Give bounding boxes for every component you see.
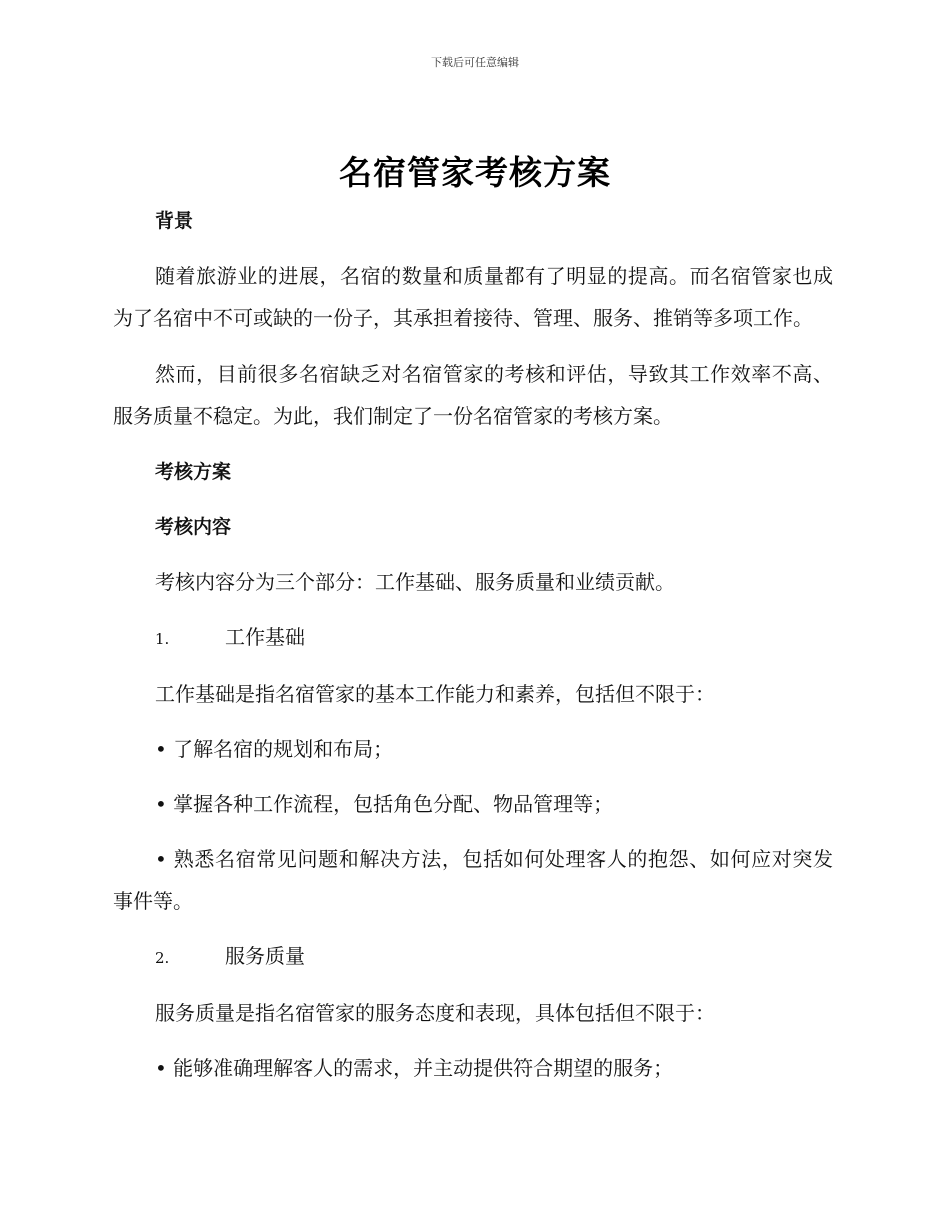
paragraph-background-1: 随着旅游业的进展，名宿的数量和质量都有了明显的提高。而名宿管家也成为了名宿中不可或缺的一份子，其承担着接待、管理、服务、推销等多项工作。 xyxy=(113,264,833,330)
item-number: 1. xyxy=(155,630,170,648)
item-number: 2. xyxy=(155,949,170,967)
heading-plan: 考核方案 xyxy=(155,461,232,483)
paragraph-content-intro: 考核内容分为三个部分：工作基础、服务质量和业绩贡献。 xyxy=(155,570,675,594)
header-note: 下载后可任意编辑 xyxy=(431,56,519,69)
document-title: 名宿管家考核方案 xyxy=(339,153,611,192)
paragraph-item2-desc: 服务质量是指名宿管家的服务态度和表现，具体包括但不限于： xyxy=(155,1001,715,1025)
heading-content: 考核内容 xyxy=(155,516,232,538)
bullet-item: • 掌握各种工作流程，包括角色分配、物品管理等； xyxy=(155,792,614,816)
bullet-item: • 了解名宿的规划和布局； xyxy=(155,737,394,761)
document-body xyxy=(113,200,833,1089)
item-title: 服务质量 xyxy=(225,944,305,968)
bullet-item: • 能够准确理解客人的需求，并主动提供符合期望的服务； xyxy=(155,1056,674,1080)
item-title: 工作基础 xyxy=(225,625,305,649)
numbered-item-2 xyxy=(113,935,833,979)
bullet-item: • 熟悉名宿常见问题和解决方法，包括如何处理客人的抱怨、如何应对突发事件等。 xyxy=(113,847,833,913)
paragraph-item1-desc: 工作基础是指名宿管家的基本工作能力和素养，包括但不限于： xyxy=(155,682,715,706)
paragraph-background-2: 然而，目前很多名宿缺乏对名宿管家的考核和评估，导致其工作效率不高、服务质量不稳定。为此，我们制定了一份名宿管家的考核方案。 xyxy=(113,362,833,428)
numbered-item-1 xyxy=(113,616,833,660)
heading-background: 背景 xyxy=(155,210,194,232)
